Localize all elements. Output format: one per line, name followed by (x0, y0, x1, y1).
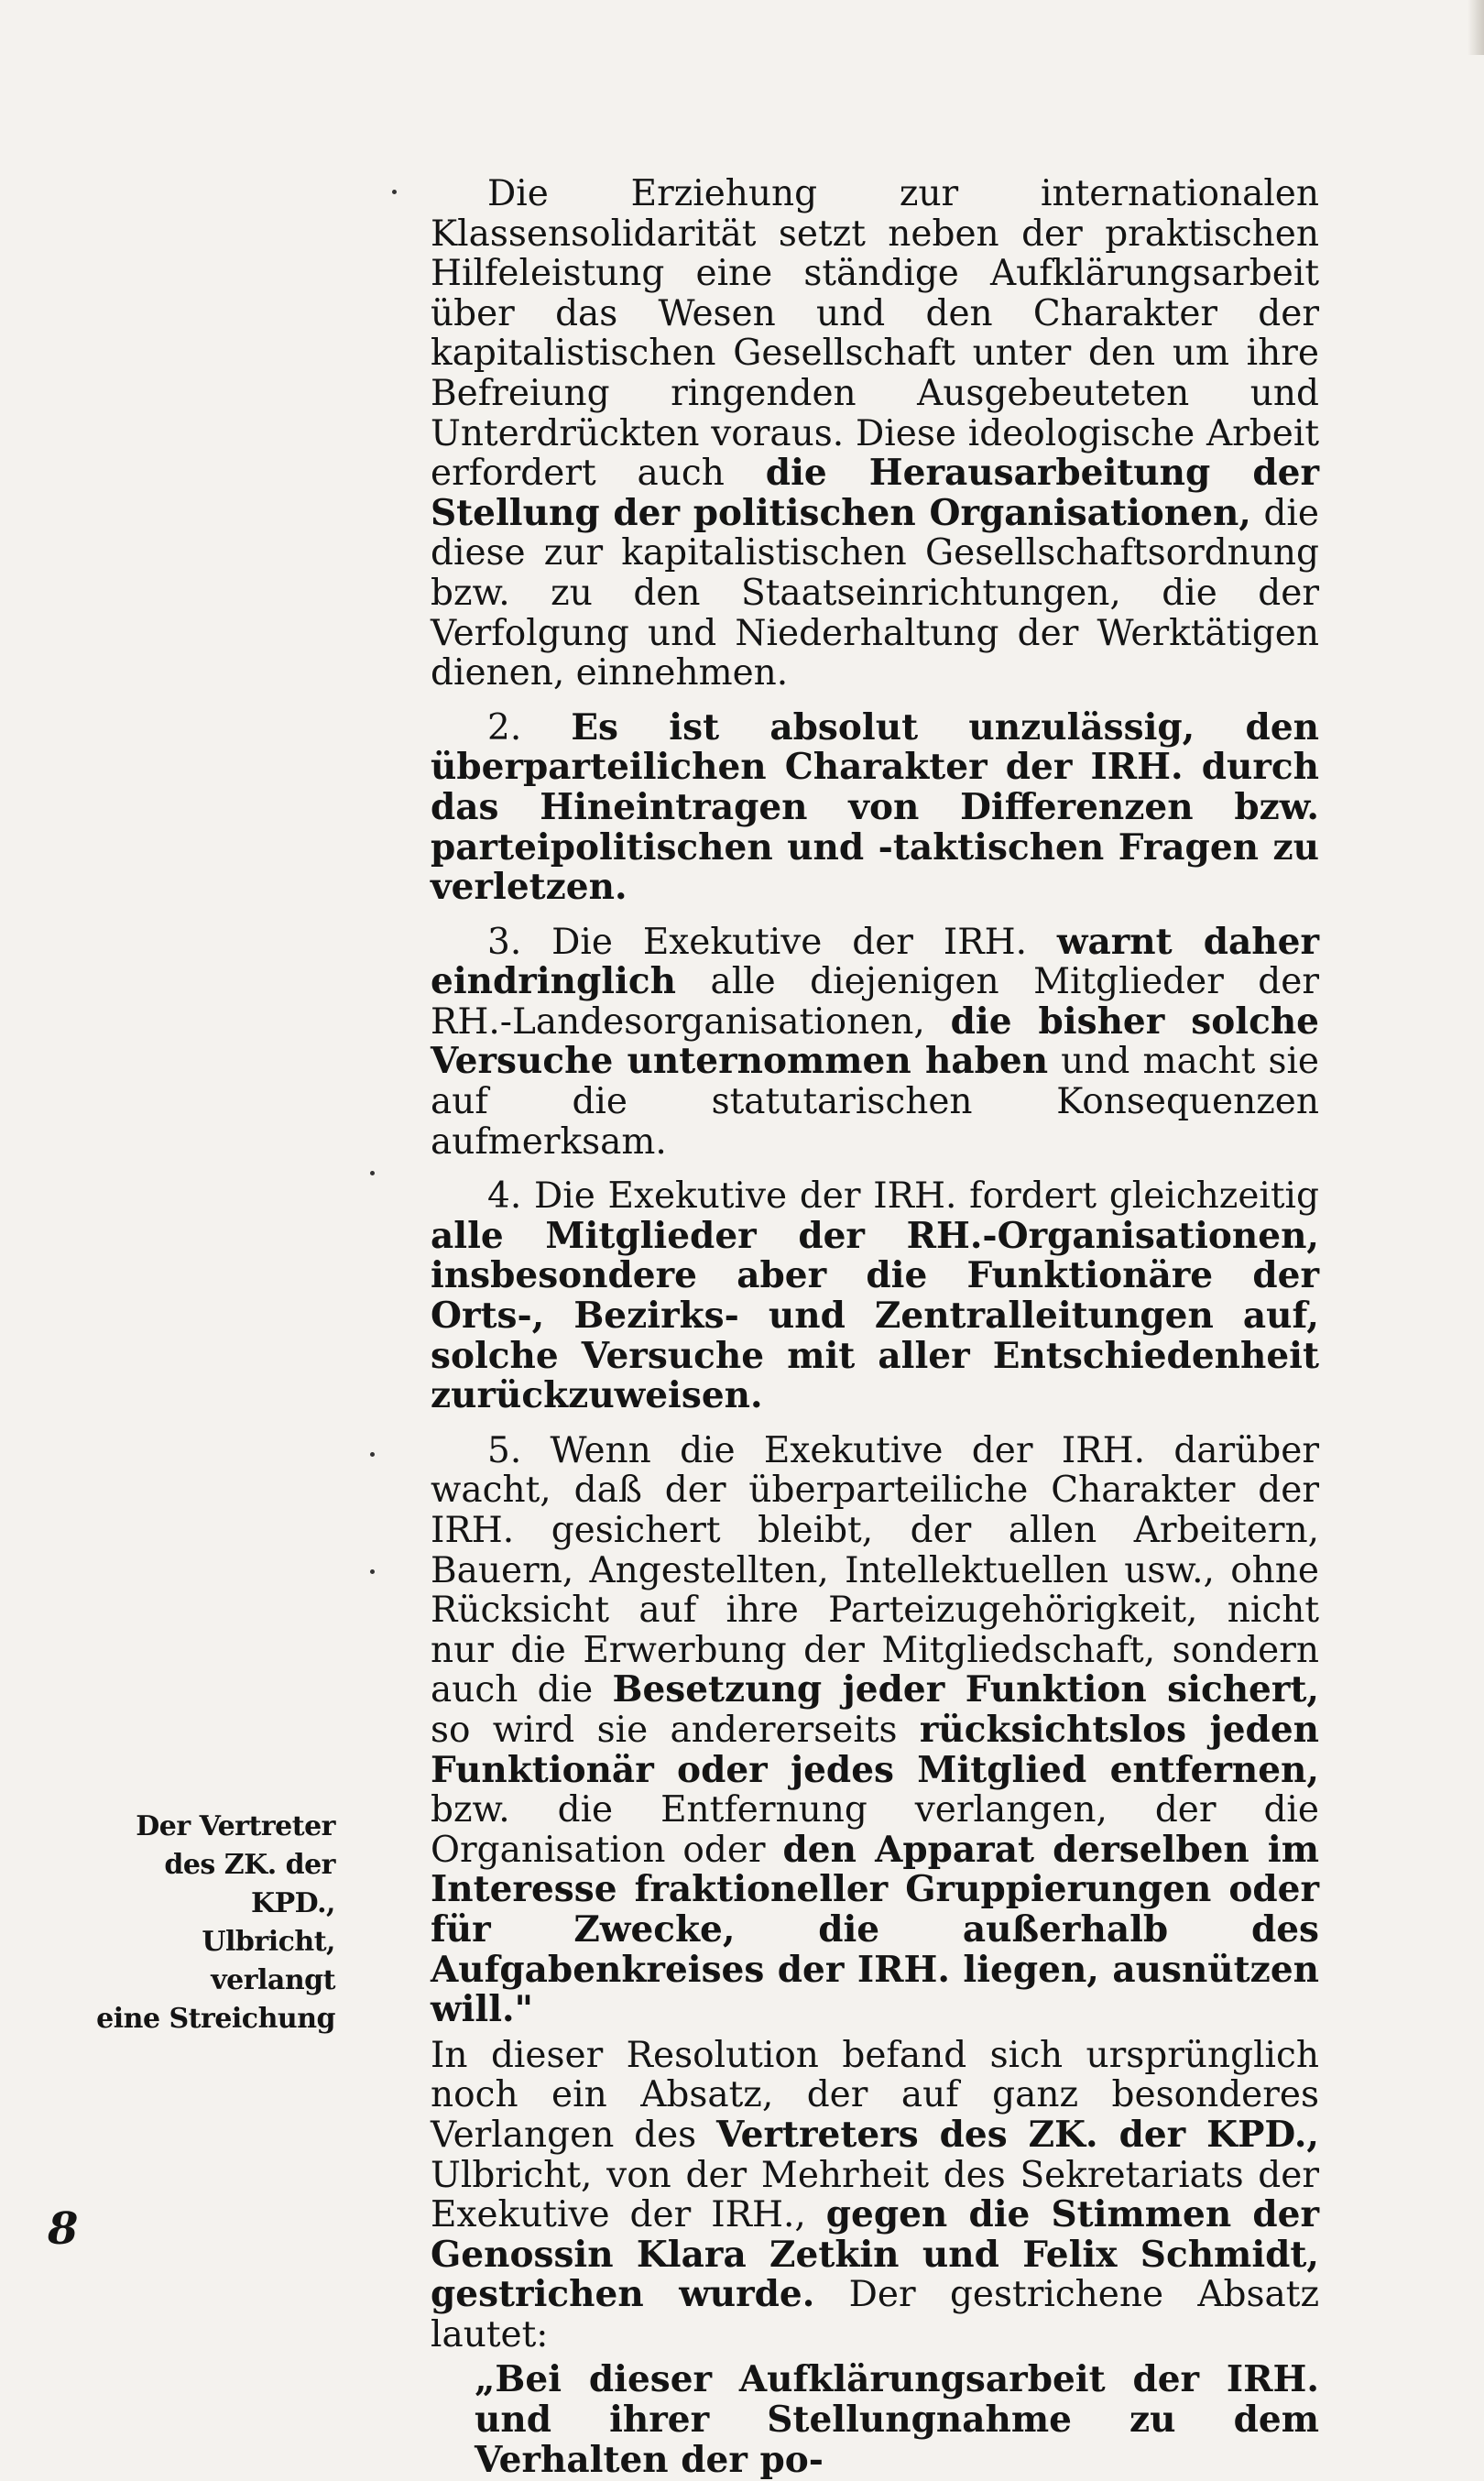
text-segment: so wird sie andererseits (431, 1709, 920, 1751)
margin-note-line: des ZK. der KPD., (164, 1849, 335, 1919)
page-edge-shadow (1468, 0, 1484, 55)
text-segment: und macht sie auf die statutarischen Konsequenzen aufmerksam. (431, 1041, 1320, 1163)
paragraph-1 (431, 174, 1319, 694)
print-speck (392, 190, 397, 194)
block-quote: „Bei dieser Aufklärungsarbeit der IRH. und ihrer Stellungnahme zu dem Verhalten der po- (475, 2358, 1319, 2481)
paragraph-4 (431, 1176, 1319, 1416)
print-speck (370, 1569, 375, 1574)
text-segment: bzw. die Entfernung verlangen, der die Organisation oder (431, 1789, 1319, 1871)
paragraph-5 (431, 1431, 1319, 2030)
text-segment: 5. Wenn die Exekutive der IRH. darüber wacht, daß der überparteiliche Charakter der IRH. gesichert bleibt, der allen Arbeitern, Bauern, Angestellten, Intellektuellen usw., ohne Rücksicht auf ihre Parteizugehörigkeit, nicht nur die Erwerbung der Mitgliedschaft, sondern auch die (431, 1429, 1319, 1711)
text-segment: 2. (487, 706, 572, 749)
bold-segment: den Apparat derselben im Interesse fraktioneller Gruppierungen oder für Zwecke, die außerhalb des Aufgabenkreises der IRH. liegen, ausnützen will." (431, 1828, 1319, 2031)
margin-note (90, 1808, 335, 2038)
margin-note-line: Der Vertreter (136, 1810, 335, 1842)
text-segment: alle diejenigen Mitglieder der RH.-Landesorganisationen, (431, 961, 1319, 1043)
text-segment: 3. Die Exekutive der IRH. (487, 921, 1057, 963)
paragraph-2 (431, 705, 1319, 909)
bold-segment: rücksichtslos jeden Funktionär oder jedes Mitglied entfernen, (431, 1708, 1319, 1791)
bold-segment: alle Mitglieder der RH.-Organisationen, insbesondere aber die Funktionäre der Orts-, Bezirks- und Zentralleitungen auf, solche Versuche mit aller Entschiedenheit zurückzuweisen. (431, 1214, 1319, 1417)
margin-note-line: Ulbricht, verlangt (202, 1926, 335, 1996)
bold-segment: Es ist absolut unzulässig, den überparteilichen Charakter der IRH. durch das Hineintragen von Differenzen bzw. parteipolitischen und -taktischen Fragen zu verletzen. (431, 705, 1319, 909)
paragraph-6 (431, 2036, 1319, 2355)
bold-segment: Vertreters des ZK. der KPD., (715, 2113, 1319, 2156)
print-speck (370, 1452, 375, 1457)
text-segment: Die Erziehung zur internationalen Klassensolidarität setzt neben der praktischen Hilfeleistung eine ständige Aufklärungsarbeit über das Wesen und den Charakter der kapitalistischen Gesellschaft unter den um ihre Befreiung ringenden Ausgebeuteten und Unterdrückten voraus. Diese ideologische Arbeit erfordert auch (431, 173, 1319, 495)
bold-segment: warnt daher eindringlich (431, 920, 1320, 1003)
text-segment: die diese zur kapitalistischen Gesellschaftsordnung bzw. zu den Staatseinrichtungen, die der Verfolgung und Niederhaltung der Werktätigen dienen, einnehmen. (431, 492, 1319, 694)
paragraph-3 (431, 920, 1320, 1163)
page-number: 8 (48, 2203, 79, 2255)
text-segment: Ulbricht, von der Mehrheit des Sekretariats der Exekutive der IRH., (431, 2154, 1319, 2236)
bold-segment: die Herausarbeitung der Stellung der politischen Organisationen, (431, 452, 1320, 534)
bold-segment: Besetzung jeder Funktion sichert, (612, 1668, 1319, 1711)
print-speck (370, 1171, 375, 1175)
text-segment: In dieser Resolution befand sich ursprünglich noch ein Absatz, der auf ganz besonderes Verlangen des (431, 2034, 1319, 2156)
main-text-column (431, 174, 1319, 2480)
bold-segment: gegen die Stimmen der Genossin Klara Zetkin und Felix Schmidt, gestrichen wurde. (431, 2193, 1319, 2316)
bold-segment: die bisher solche Versuche unternommen haben (431, 1000, 1319, 1083)
margin-note-line: eine Streichung (96, 2003, 335, 2035)
text-segment: 4. Die Exekutive der IRH. fordert gleichzeitig (487, 1175, 1319, 1218)
text-segment: Der gestrichene Absatz lautet: (431, 2274, 1319, 2355)
